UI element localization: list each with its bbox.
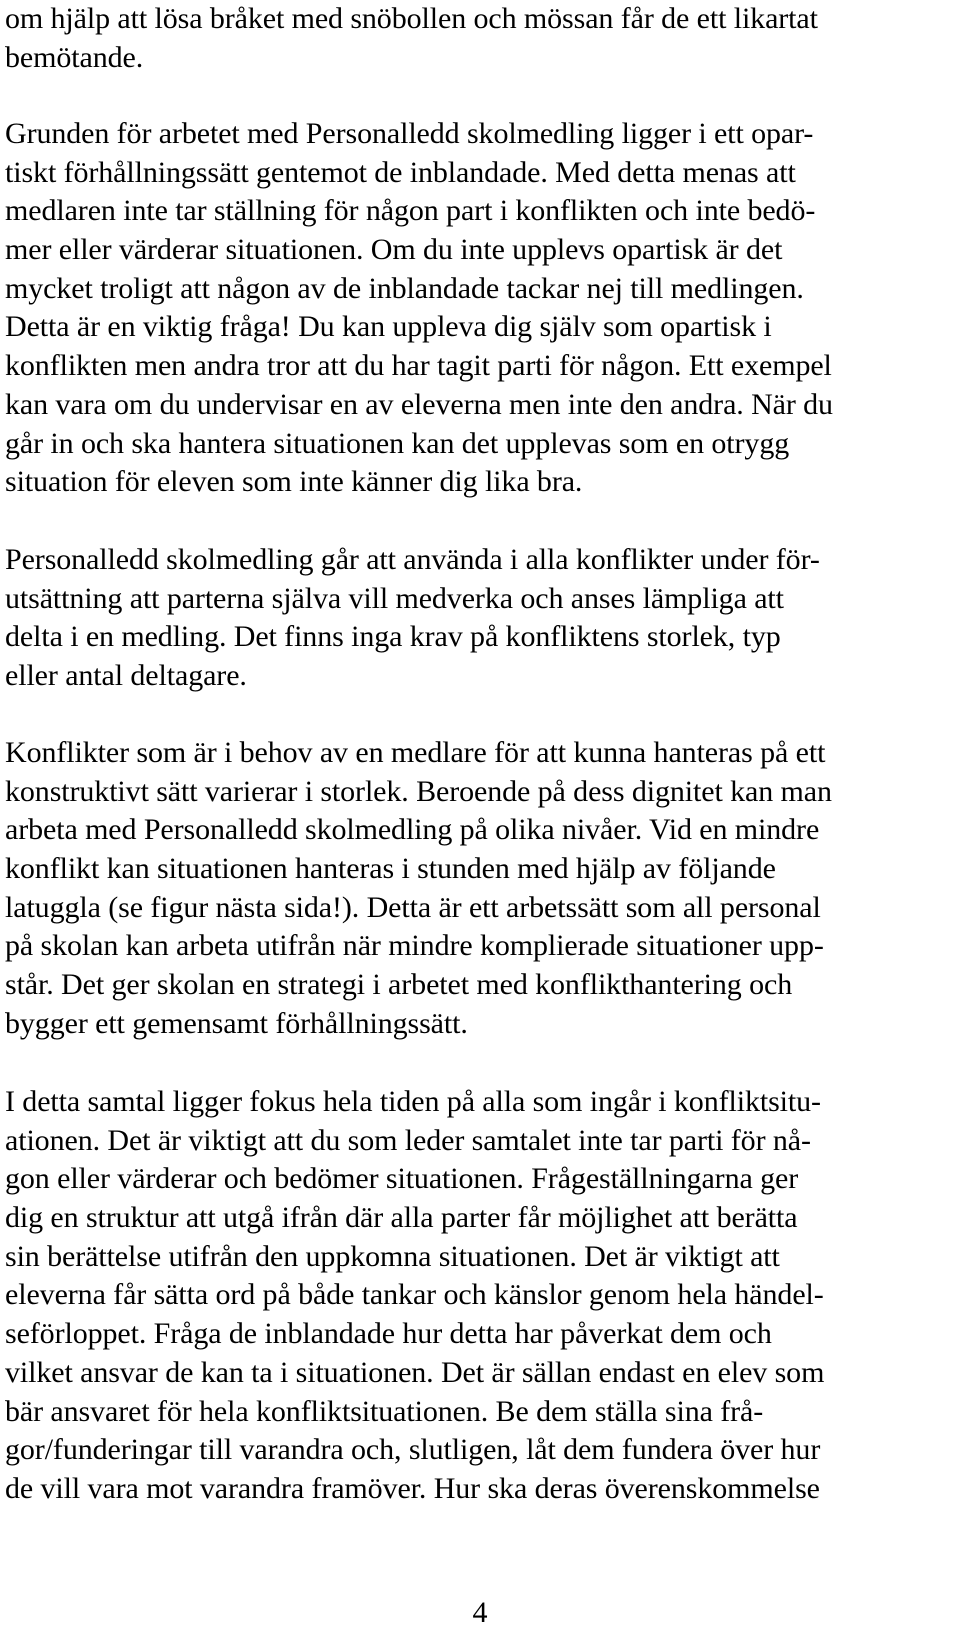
text-line: konstruktivt sätt varierar i storlek. Beroende på dess dignitet kan man [5, 774, 832, 808]
text-line: Konflikter som är i behov av en medlare för att kunna hanteras på ett [5, 736, 826, 769]
paragraph-1 [0, 0, 818, 77]
text-line: Detta är en viktig fråga! Du kan uppleva dig själv som opartisk i [5, 310, 772, 344]
text-line: om hjälp att lösa bråket med snöbollen och mössan får de ett likartat [5, 2, 818, 35]
text-line: gor/funderingar till varandra och, slutligen, låt dem fundera över hur [5, 1433, 821, 1467]
paragraph-2 [0, 115, 833, 502]
text-line: seförloppet. Fråga de inblandade hur detta har påverkat dem och [5, 1317, 772, 1351]
text-line: kan vara om du undervisar en av eleverna men inte den andra. När du [5, 387, 833, 421]
text-line: situation för eleven som inte känner dig lika bra. [5, 465, 583, 499]
text-line: medlaren inte tar ställning för någon part i konflikten och inte bedö- [5, 194, 816, 228]
paragraph-5 [0, 1083, 824, 1509]
page-number: 4 [472, 1596, 488, 1629]
text-line: I detta samtal ligger fokus hela tiden på alla som ingår i konfliktsitu- [5, 1085, 821, 1118]
text-line: bemötande. [5, 40, 144, 74]
text-line: utsättning att parterna själva vill medverka och anses lämpliga att [5, 581, 784, 615]
text-line: dig en struktur att utgå ifrån där alla parter får möjlighet att berätta [5, 1201, 798, 1235]
text-line: står. Det ger skolan en strategi i arbetet med konflikthantering och [5, 968, 793, 1002]
text-line: på skolan kan arbeta utifrån när mindre komplierade situationer upp- [5, 929, 824, 963]
text-line: mycket troligt att någon av de inblandade tackar nej till medlingen. [5, 271, 804, 305]
text-line: mer eller värderar situationen. Om du inte upplevs opartisk är det [5, 233, 783, 267]
text-line: Grunden för arbetet med Personalledd skolmedling ligger i ett opar- [5, 117, 814, 150]
text-line: konflikt kan situationen hanteras i stunden med hjälp av följande [5, 852, 776, 886]
text-line: Personalledd skolmedling går att använda i alla konflikter under för- [5, 543, 820, 576]
text-line: bygger ett gemensamt förhållningssätt. [5, 1006, 468, 1040]
text-line: sin berättelse utifrån den uppkomna situationen. Det är viktigt att [5, 1239, 780, 1273]
paragraph-3 [0, 541, 820, 696]
paragraph-4 [0, 734, 832, 1044]
text-line: eleverna får sätta ord på både tankar och känslor genom hela händel- [5, 1278, 824, 1312]
text-line: går in och ska hantera situationen kan det upplevas som en otrygg [5, 426, 790, 460]
text-line: bär ansvaret för hela konfliktsituationen. Be dem ställa sina frå- [5, 1394, 764, 1428]
text-line: tiskt förhållningssätt gentemot de inblandade. Med detta menas att [5, 155, 796, 189]
text-line: latuggla (se figur nästa sida!). Detta är ett arbetssätt som all personal [5, 890, 821, 924]
text-line: ationen. Det är viktigt att du som leder samtalet inte tar parti för nå- [5, 1123, 811, 1157]
text-line: arbeta med Personalledd skolmedling på olika nivåer. Vid en mindre [5, 813, 820, 847]
text-line: konflikten men andra tror att du har tagit parti för någon. Ett exempel [5, 349, 832, 383]
text-line: vilket ansvar de kan ta i situationen. Det är sällan endast en elev som [5, 1355, 825, 1389]
text-line: delta i en medling. Det finns inga krav på konfliktens storlek, typ [5, 620, 781, 654]
text-line: eller antal deltagare. [5, 659, 247, 693]
text-line: de vill vara mot varandra framöver. Hur ska deras överenskommelse [5, 1471, 820, 1505]
text-line: gon eller värderar och bedömer situationen. Frågeställningarna ger [5, 1162, 799, 1196]
